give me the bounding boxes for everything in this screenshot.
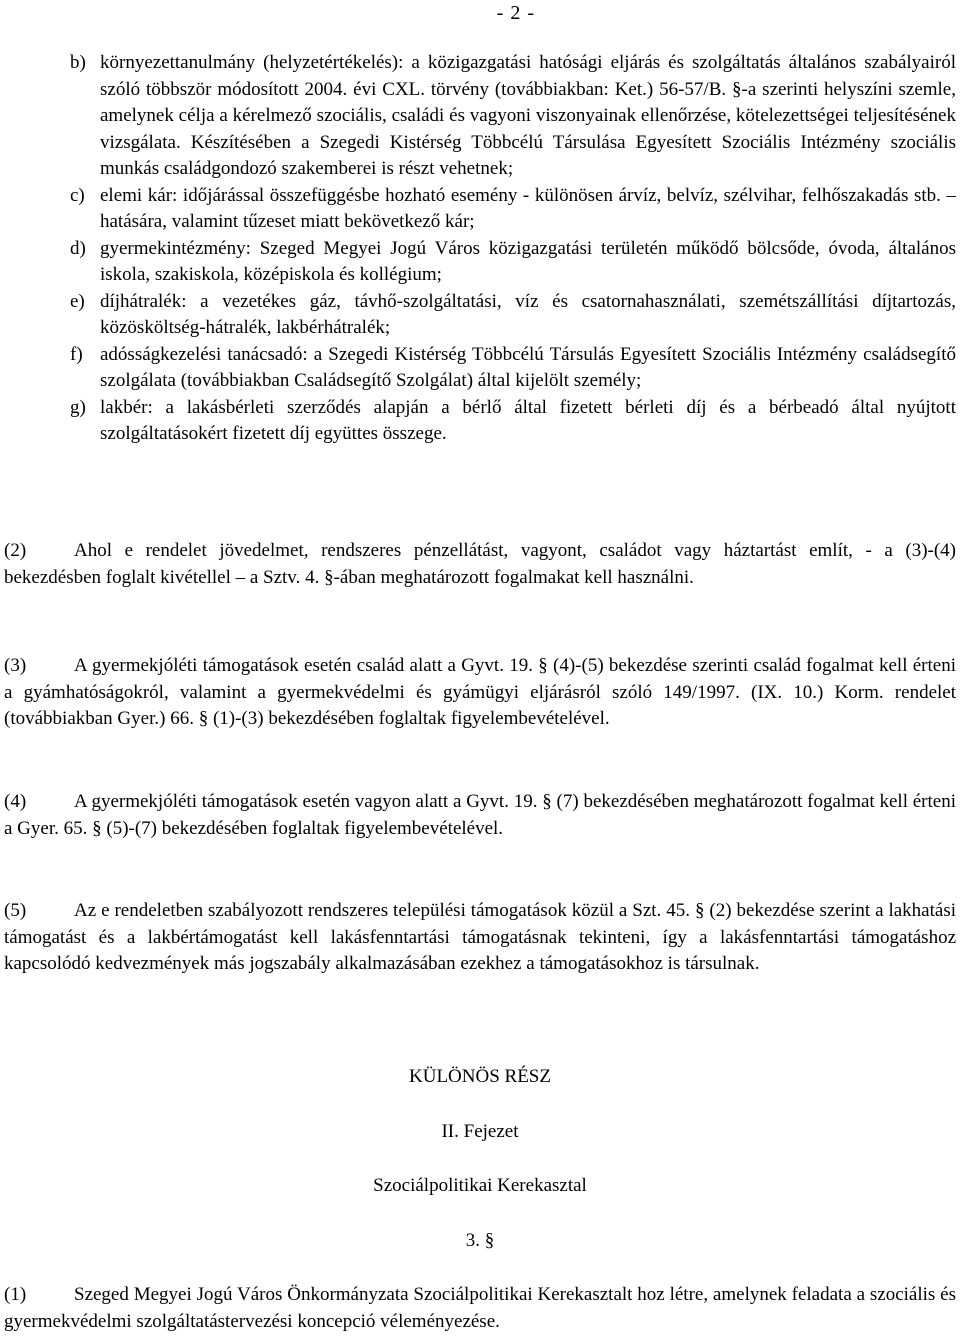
item-text: elemi kár: időjárással összefüggésbe hozható esemény - különösen árvíz, belvíz, szélvihar, felhőszakadás stb. – hatására, valamint tűzeset miatt bekövetkező kár; (100, 184, 956, 232)
paragraph-5 (4, 898, 956, 978)
paragraph-number: (5) (4, 900, 27, 921)
paragraph-number: (1) (4, 1284, 27, 1305)
definition-item-b (70, 50, 956, 183)
paragraph-text: Ahol e rendelet jövedelmet, rendszeres pénzellátást, vagyont, családot vagy háztartást említ, - a (3)-(4) bekezdésben foglalt kivétellel – a Sztv. 4. §-ában meghatározott fogalmakat kell használni. (4, 540, 956, 588)
item-label: d) (70, 237, 86, 259)
definition-item-g (70, 395, 956, 448)
item-label: f) (70, 343, 83, 365)
item-text: lakbér: a lakásbérleti szerződés alapján a bérlő által fizetett bérleti díj és a bérbeadó által nyújtott szolgáltatásokért fizetett díj együttes összege. (100, 396, 956, 444)
paragraph-text: A gyermekjóléti támogatások esetén vagyon alatt a Gyvt. 19. § (7) bekezdésében meghatározott fogalmat kell érteni a Gyer. 65. § (5)-(7) bekezdésében foglaltak figyelembevételével. (4, 791, 956, 839)
item-text: környezettanulmány (helyzetértékelés): a közigazgatási hatósági eljárás és szolgáltatás általános szabályairól szóló többször módosított 2004. évi CXL. törvény (továbbiakban: Ket.) 56-57/B. §-a szerinti helyszíni szemle, amelynek célja a kérelmező szociális, családi és vagyoni viszonyainak ellenőrzése, kötelezettségei teljesítésének vizsgálata. Készítésében a Szegedi Kistérség Többcélú Társulása Egyesített Szociális Intézmény szociális munkás családgondozó szakemberei is részt vehetnek; (100, 52, 956, 179)
item-label: e) (70, 290, 85, 312)
item-label: b) (70, 52, 86, 73)
item-text: gyermekintézmény: Szeged Megyei Jogú Város közigazgatási területén működő bölcsőde, óvoda, általános iskola, szakiskola, középiskola és kollégium; (100, 237, 956, 285)
paragraph-3 (4, 653, 956, 733)
paragraph-number: (2) (4, 540, 27, 561)
paragraph-text: A gyermekjóléti támogatások esetén család alatt a Gyvt. 19. § (4)-(5) bekezdése szerinti család fogalmat kell érteni a gyámhatóságokról, valamint a gyermekvédelmi és gyámügyi eljárásról szóló 149/1997. (IX. 10.) Korm. rendelet (továbbiakban Gyer.) 66. § (1)-(3) bekezdésében foglaltak figyelembevételével. (4, 655, 956, 729)
definition-item-f (70, 342, 956, 395)
item-label: g) (70, 396, 86, 418)
paragraph-2 (4, 538, 956, 591)
item-text: adósságkezelési tanácsadó: a Szegedi Kistérség Többcélú Társulás Egyesített Szociális Intézmény családsegítő szolgálata (továbbiakban Családsegítő Szolgálat) által kijelölt személy; (100, 343, 956, 391)
paragraph-text: Szeged Megyei Jogú Város Önkormányzata Szociálpolitikai Kerekasztalt hoz létre, amelynek feladata a szociális és gyermekvédelmi szolgáltatástervezési koncepció véleményezése. (4, 1284, 956, 1332)
item-text: díjhátralék: a vezetékes gáz, távhő-szolgáltatási, víz és csatornahasználati, szemétszállítási díjtartozás, közösköltség-hátralék, lakbérhátralék; (100, 290, 956, 338)
definition-item-e (70, 289, 956, 342)
paragraph-number: (3) (4, 655, 27, 676)
part-heading: KÜLÖNÖS RÉSZ (409, 1066, 551, 1087)
section-number: 3. § (465, 1230, 495, 1251)
item-label: c) (70, 184, 85, 206)
definition-item-c (70, 183, 956, 236)
paragraph-4 (4, 789, 956, 842)
page-number: - 2 - (496, 2, 535, 24)
definition-list (70, 50, 956, 448)
paragraph-text: Az e rendeletben szabályozott rendszeres települési támogatások közül a Szt. 45. § (2) bekezdése szerint a lakhatási támogatást és a lakbértámogatást kell lakásfenntartási támogatásnak tekinteni, így a lakásfenntartási támogatáshoz kapcsolódó kedvezmények más jogszabály alkalmazásában ezekhez a támogatásokhoz is társulnak. (4, 900, 956, 974)
section-title: Szociálpolitikai Kerekasztal (373, 1175, 587, 1196)
paragraph-number: (4) (4, 791, 27, 812)
definition-item-d (70, 236, 956, 289)
final-paragraph (4, 1282, 956, 1335)
chapter-heading: II. Fejezet (441, 1121, 519, 1142)
